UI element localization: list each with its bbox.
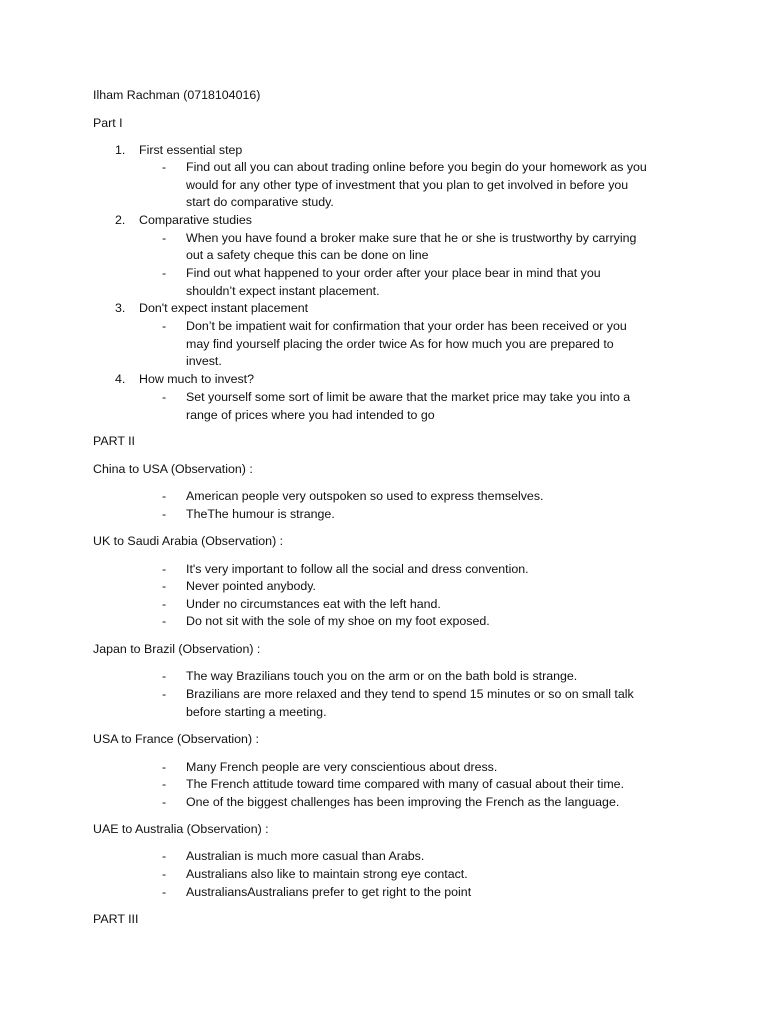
bullet-line: Brazilians are more relaxed and they tend to spend 15 minutes or so on small talk — [186, 687, 634, 701]
bullet-line: Do not sit with the sole of my shoe on my foot exposed. — [186, 614, 490, 628]
bullet-dash: - — [162, 614, 167, 628]
bullet-line: before starting a meeting. — [186, 705, 327, 719]
section-uk-saudi-title: UK to Saudi Arabia (Observation) : — [93, 534, 284, 548]
bullet-line: Many French people are very conscientious about dress. — [186, 760, 498, 774]
bullet-line: would for any other type of investment that you plan to get involved in before you — [186, 178, 629, 192]
bullet-line: Australian is much more casual than Arabs. — [186, 849, 425, 863]
bullet-dash: - — [162, 562, 167, 576]
bullet-line: The way Brazilians touch you on the arm or on the bath bold is strange. — [186, 669, 578, 683]
item-2-title: Comparative studies — [139, 213, 252, 227]
section-china-usa-title: China to USA (Observation) : — [93, 462, 253, 476]
item-2-number: 2. — [115, 213, 126, 227]
bullet-dash: - — [162, 579, 167, 593]
bullet-line: The French attitude toward time compared with many of casual about their time. — [186, 777, 625, 791]
bullet-dash: - — [162, 760, 167, 774]
item-3-number: 3. — [115, 301, 126, 315]
bullet-dash: - — [162, 669, 167, 683]
bullet-line: TheThe humour is strange. — [186, 507, 335, 521]
part-3-heading: PART III — [93, 912, 139, 926]
bullet-dash: - — [162, 795, 167, 809]
item-3-title: Don't expect instant placement — [139, 301, 309, 315]
bullet-line: out a safety cheque this can be done on line — [186, 248, 429, 262]
bullet-line: Under no circumstances eat with the left hand. — [186, 597, 441, 611]
bullet-line: Find out all you can about trading online before you begin do your homework as you — [186, 160, 647, 174]
section-japan-brazil-title: Japan to Brazil (Observation) : — [93, 642, 261, 656]
bullet-dash: - — [162, 489, 167, 503]
bullet-line: Never pointed anybody. — [186, 579, 316, 593]
bullet-dash: - — [162, 597, 167, 611]
bullet-line: One of the biggest challenges has been improving the French as the language. — [186, 795, 620, 809]
bullet-line: start do comparative study. — [186, 195, 334, 209]
bullet-line: When you have found a broker make sure that he or she is trustworthy by carrying — [186, 231, 637, 245]
bullet-line: American people very outspoken so used to express themselves. — [186, 489, 544, 503]
bullet-dash: - — [162, 231, 167, 245]
bullet-dash: - — [162, 160, 167, 174]
bullet-dash: - — [162, 266, 167, 280]
bullet-dash: - — [162, 777, 167, 791]
bullet-line: Find out what happened to your order after your place bear in mind that you — [186, 266, 601, 280]
bullet-line: Set yourself some sort of limit be aware that the market price may take you into a — [186, 390, 631, 404]
item-1-number: 1. — [115, 143, 126, 157]
bullet-line: AustraliansAustralians prefer to get right to the point — [186, 885, 472, 899]
bullet-line: range of prices where you had intended to go — [186, 408, 435, 422]
bullet-dash: - — [162, 849, 167, 863]
bullet-line: Australians also like to maintain strong eye contact. — [186, 867, 468, 881]
bullet-line: shouldn’t expect instant placement. — [186, 284, 380, 298]
bullet-line: Don’t be impatient wait for confirmation that your order has been received or you — [186, 319, 627, 333]
bullet-dash: - — [162, 885, 167, 899]
section-uae-australia-title: UAE to Australia (Observation) : — [93, 822, 269, 836]
bullet-line: invest. — [186, 354, 222, 368]
part-2-heading: PART II — [93, 434, 136, 448]
bullet-dash: - — [162, 319, 167, 333]
bullet-line: may find yourself placing the order twice As for how much you are prepared to — [186, 337, 614, 351]
bullet-line: It's very important to follow all the social and dress convention. — [186, 562, 529, 576]
bullet-dash: - — [162, 507, 167, 521]
section-usa-france-title: USA to France (Observation) : — [93, 732, 259, 746]
item-1-title: First essential step — [139, 143, 243, 157]
author-line: Ilham Rachman (0718104016) — [93, 88, 261, 102]
item-4-number: 4. — [115, 372, 126, 386]
bullet-dash: - — [162, 390, 167, 404]
part-1-heading: Part I — [93, 116, 123, 130]
bullet-dash: - — [162, 687, 167, 701]
item-4-title: How much to invest? — [139, 372, 255, 386]
bullet-dash: - — [162, 867, 167, 881]
